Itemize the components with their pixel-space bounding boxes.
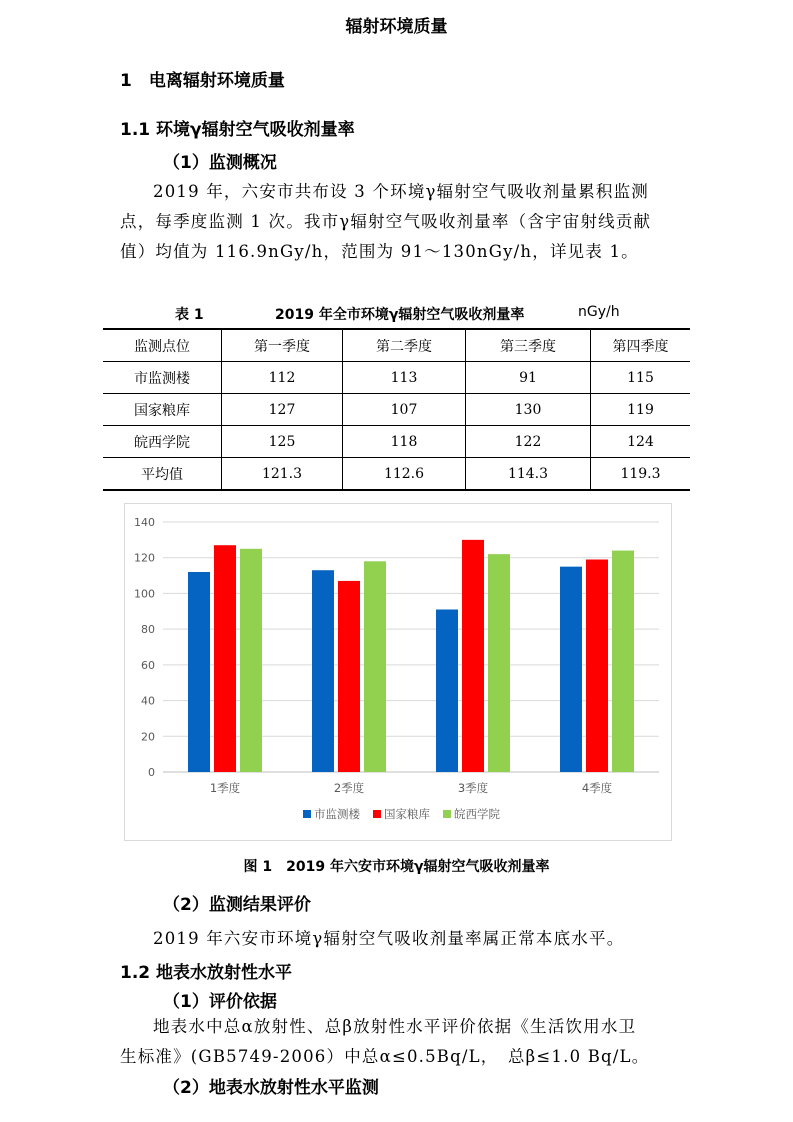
table-cell: 皖西学院 xyxy=(103,426,222,458)
table-cell: 市监测楼 xyxy=(103,362,222,394)
y-tick-label: 20 xyxy=(141,730,155,744)
table-header-cell: 第一季度 xyxy=(222,329,343,362)
table-cell: 平均值 xyxy=(103,458,222,491)
section-heading-1: 1 电离辐射环境质量 xyxy=(120,71,285,91)
legend-label: 市监测楼 xyxy=(314,807,360,821)
legend-swatch xyxy=(443,810,451,818)
y-tick-label: 40 xyxy=(141,694,155,708)
table-header-row xyxy=(103,329,690,362)
x-tick-label: 2季度 xyxy=(333,781,365,795)
section-heading-1-1: 1.1 环境γ辐射空气吸收剂量率 xyxy=(120,120,355,140)
bar xyxy=(612,551,634,772)
table-caption-label: 表 1 xyxy=(175,307,204,323)
x-tick-label: 1季度 xyxy=(209,781,241,795)
legend-swatch xyxy=(373,810,381,818)
table-row xyxy=(103,458,690,491)
table-cell: 130 xyxy=(466,394,591,426)
table-row xyxy=(103,426,690,458)
table-cell: 113 xyxy=(343,362,466,394)
bar xyxy=(436,610,458,773)
table-cell: 121.3 xyxy=(222,458,343,491)
paragraph-line: 值）均值为 116.9nGy/h，范围为 91～130nGy/h，详见表 1。 xyxy=(120,242,639,261)
subheading-surface-water-monitoring: （2）地表水放射性水平监测 xyxy=(163,1078,379,1098)
paragraph-evaluation xyxy=(120,924,680,954)
dose-rate-table xyxy=(103,328,690,491)
table-cell: 127 xyxy=(222,394,343,426)
bar xyxy=(312,570,334,772)
table-cell: 118 xyxy=(343,426,466,458)
table-header-cell: 第四季度 xyxy=(591,329,691,362)
bar xyxy=(364,561,386,772)
table-cell: 112.6 xyxy=(343,458,466,491)
table-caption-title: 2019 年全市环境γ辐射空气吸收剂量率 xyxy=(275,307,525,323)
paragraph-line: 生标准》(GB5749-2006）中总α≤0.5Bq/L， 总β≤1.0 Bq/L。 xyxy=(120,1047,650,1066)
y-tick-label: 80 xyxy=(141,623,155,637)
subheading-monitoring-overview: （1）监测概况 xyxy=(163,153,277,173)
bar-chart-svg xyxy=(125,504,671,840)
subheading-evaluation-basis: （1）评价依据 xyxy=(163,992,277,1012)
y-tick-label: 140 xyxy=(134,516,155,529)
table-header-cell: 监测点位 xyxy=(103,329,222,362)
table-cell: 122 xyxy=(466,426,591,458)
table-cell: 91 xyxy=(466,362,591,394)
figure-caption: 图 1 2019 年六安市环境γ辐射空气吸收剂量率 xyxy=(243,859,550,875)
paragraph-line: 2019 年，六安市共布设 3 个环境γ辐射空气吸收剂量累积监测 xyxy=(153,182,649,201)
page-title: 辐射环境质量 xyxy=(345,17,448,37)
table-cell: 119 xyxy=(591,394,691,426)
bar xyxy=(560,567,582,772)
table-row xyxy=(103,394,690,426)
x-tick-label: 3季度 xyxy=(457,781,489,795)
y-tick-label: 0 xyxy=(148,766,155,779)
paragraph-overview xyxy=(120,177,673,267)
legend-label: 国家粮库 xyxy=(384,807,430,821)
table-cell: 115 xyxy=(591,362,691,394)
bar xyxy=(214,545,236,772)
bar xyxy=(586,560,608,773)
paragraph-line: 点，每季度监测 1 次。我市γ辐射空气吸收剂量率（含宇宙射线贡献 xyxy=(120,212,652,231)
table-caption-unit: nGy/h xyxy=(578,304,620,320)
bar xyxy=(338,581,360,772)
y-tick-label: 120 xyxy=(134,551,155,565)
bar xyxy=(188,572,210,772)
table-cell: 125 xyxy=(222,426,343,458)
table-cell: 124 xyxy=(591,426,691,458)
legend-swatch xyxy=(303,810,311,818)
subheading-evaluation: （2）监测结果评价 xyxy=(163,895,311,915)
table-header-cell: 第三季度 xyxy=(466,329,591,362)
bar xyxy=(488,554,510,772)
bar xyxy=(240,549,262,772)
table-cell: 114.3 xyxy=(466,458,591,491)
table-cell: 国家粮库 xyxy=(103,394,222,426)
legend-label: 皖西学院 xyxy=(454,807,500,821)
paragraph-line: 2019 年六安市环境γ辐射空气吸收剂量率属正常本底水平。 xyxy=(153,929,625,948)
table-cell: 107 xyxy=(343,394,466,426)
section-heading-1-2: 1.2 地表水放射性水平 xyxy=(120,963,293,983)
y-tick-label: 60 xyxy=(141,658,155,672)
bar-chart xyxy=(124,503,672,841)
table-header-cell: 第二季度 xyxy=(343,329,466,362)
bar xyxy=(462,540,484,772)
table-cell: 112 xyxy=(222,362,343,394)
table-row xyxy=(103,362,690,394)
paragraph-line: 地表水中总α放射性、总β放射性水平评价依据《生活饮用水卫 xyxy=(153,1017,637,1036)
paragraph-basis xyxy=(120,1012,673,1072)
table-cell: 119.3 xyxy=(591,458,691,491)
x-tick-label: 4季度 xyxy=(581,781,613,795)
y-tick-label: 100 xyxy=(134,587,155,601)
